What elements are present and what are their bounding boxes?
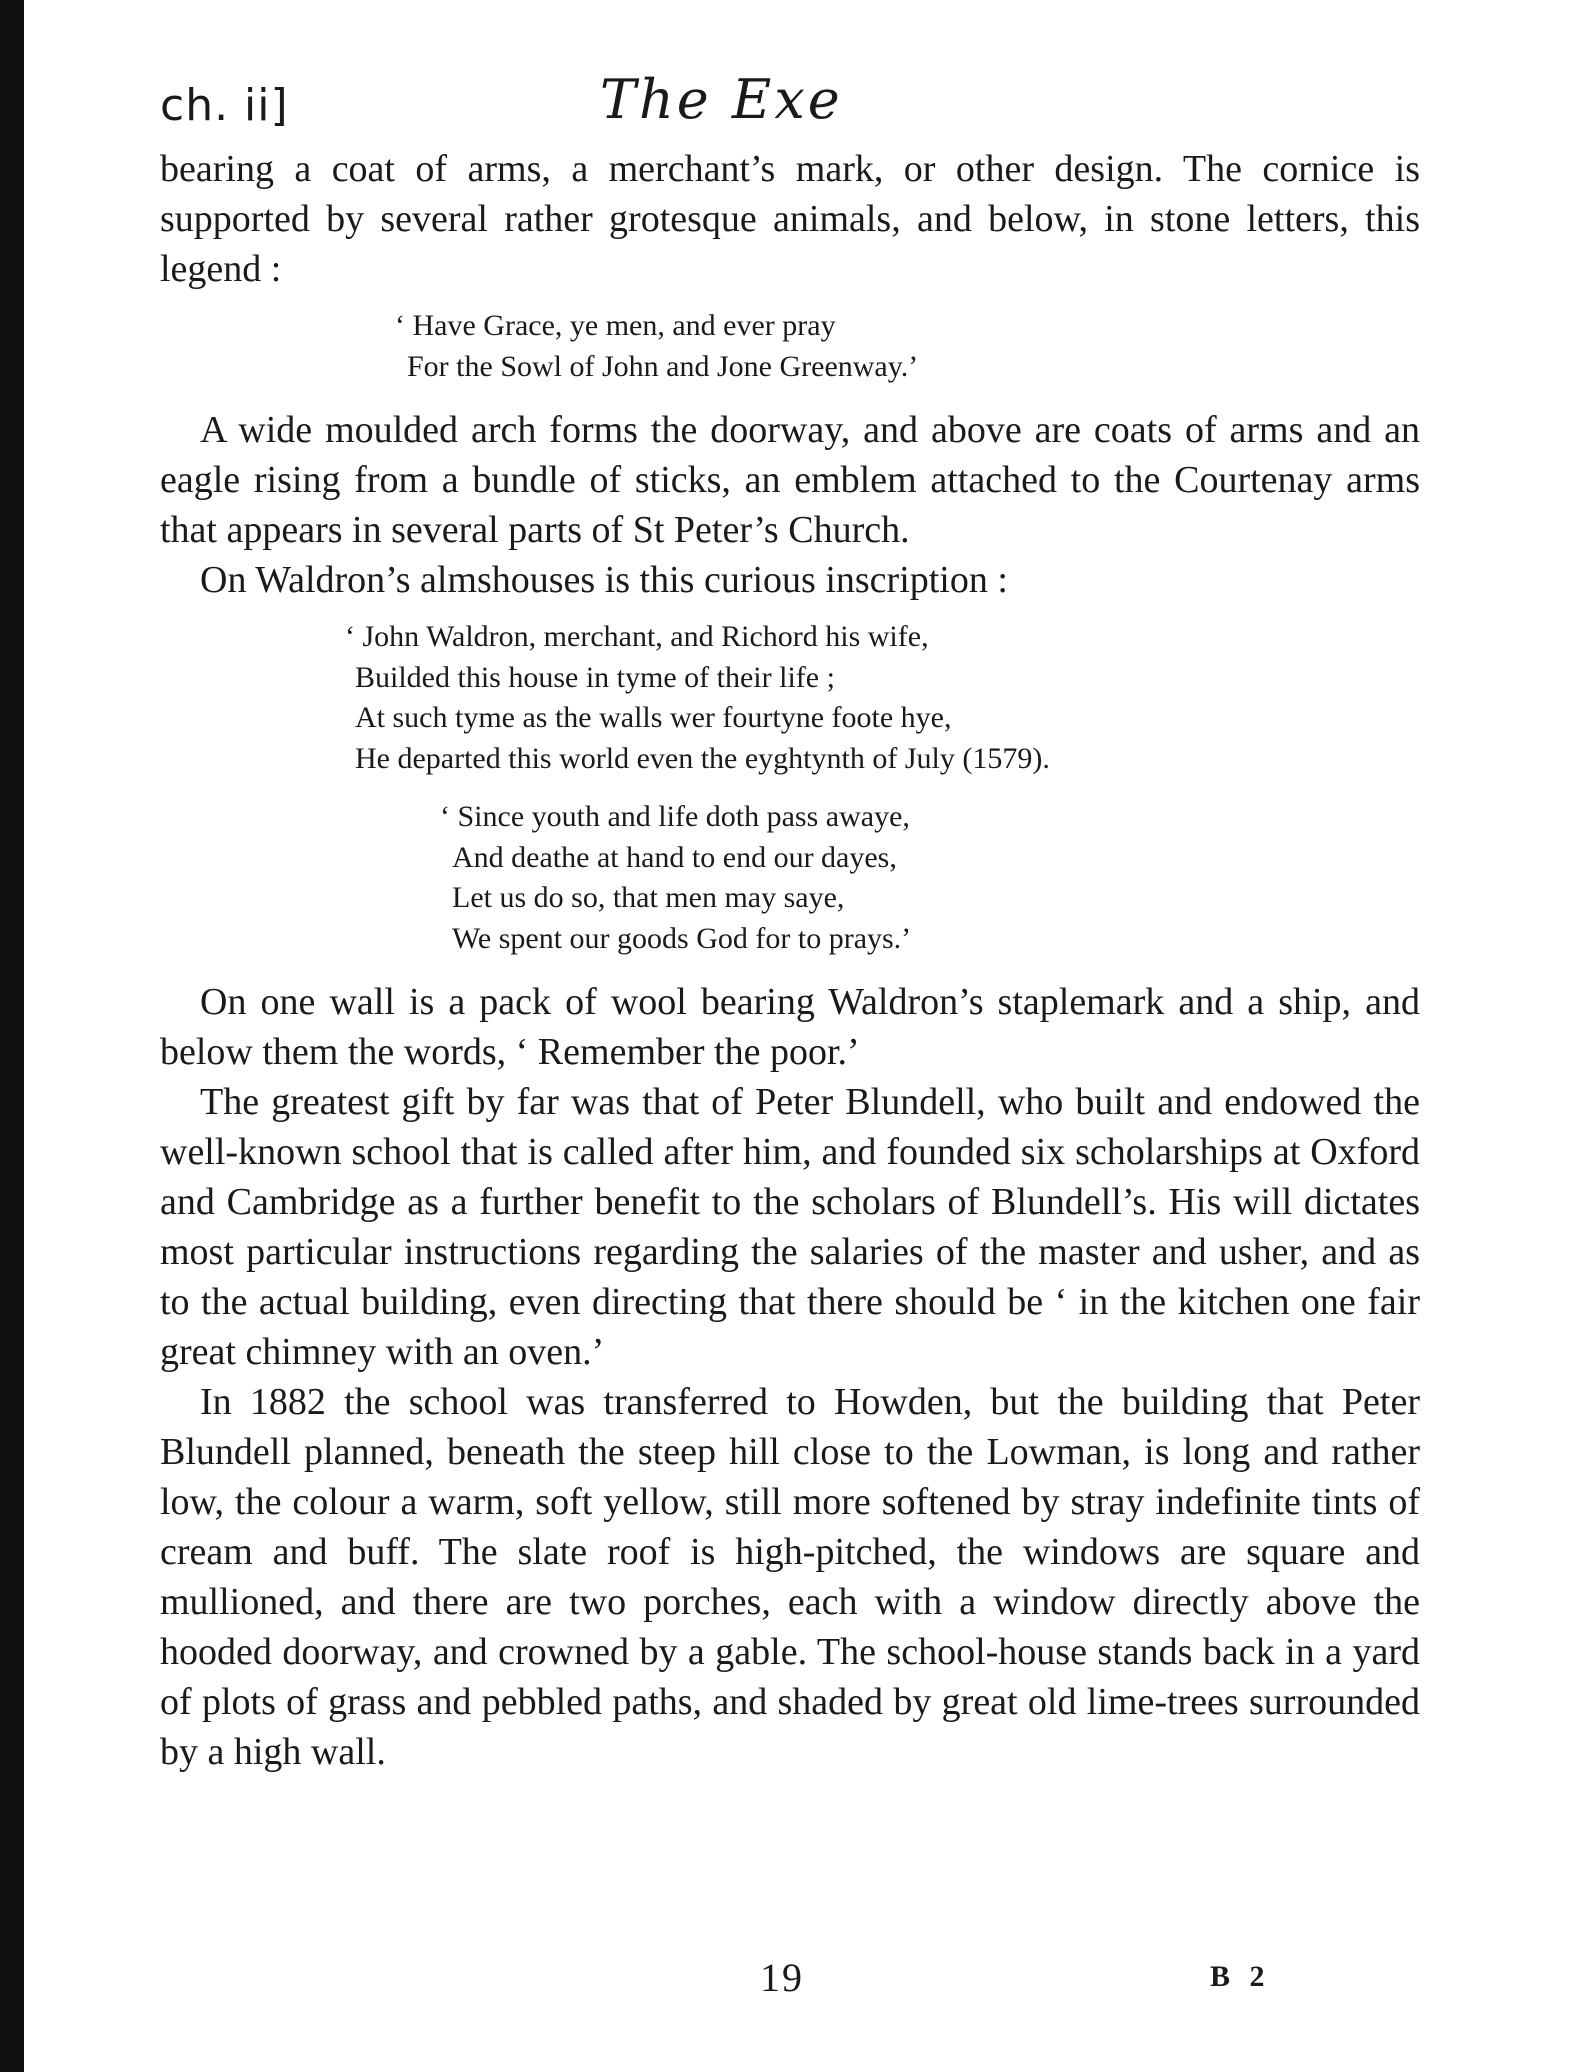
paragraph: The greatest gift by far was that of Peter Blundell, who built and endowed the well-known school that is called after him, and founded six scholarships at Oxford and Cambridge as a further benefit to the scholars of Blundell’s. His will dictates most particular instructions regarding the salaries of the master and usher, and as to the actual building, even directing that there should be ‘ in the kitchen one fair great chimney with an oven.’ bbox=[160, 1081, 1420, 1373]
verse-legend bbox=[395, 306, 1420, 387]
paragraph: In 1882 the school was transferred to Howden, but the building that Peter Blundell planned, beneath the steep hill close to the Lowman, is long and rather low, the colour a warm, soft yellow, still more softened by stray indefinite tints of cream and buff. The slate roof is high-pitched, the windows are square and mullioned, and there are two porches, each with a window directly above the hooded doorway, and crowned by a gable. The school-house stands back in a yard of plots of grass and pebbled paths, and shaded by great old lime-trees surrounded by a high wall. bbox=[160, 1381, 1420, 1773]
signature-mark: B 2 bbox=[1210, 1960, 1271, 1993]
page-header bbox=[160, 68, 1420, 138]
running-title: The Exe bbox=[600, 68, 843, 131]
verse-inscription bbox=[345, 617, 1420, 779]
paragraph: On one wall is a pack of wool bearing Waldron’s staplemark and a ship, and below them the words, ‘ Remember the poor.’ bbox=[160, 981, 1420, 1073]
book-page bbox=[160, 0, 1420, 2072]
verse-line: ‘ Have Grace, ye men, and ever pray bbox=[395, 309, 836, 342]
page-body bbox=[160, 144, 1420, 1777]
page-spine-edge bbox=[0, 0, 24, 2072]
page-number: 19 bbox=[760, 1955, 804, 2000]
chapter-marker: ch. ii] bbox=[160, 80, 289, 131]
verse-line: Let us do so, that men may saye, bbox=[452, 881, 845, 914]
verse-line: Builded this house in tyme of their life ; bbox=[355, 660, 835, 694]
verse-line: And deathe at hand to end our dayes, bbox=[452, 840, 897, 874]
paragraph: bearing a coat of arms, a merchant’s mark, or other design. The cornice is supported by several rather grotesque animals, and below, in stone letters, this legend : bbox=[160, 148, 1420, 290]
verse-rhyme bbox=[440, 797, 1420, 959]
verse-line: ‘ Since youth and life doth pass awaye, bbox=[440, 800, 910, 833]
verse-line: We spent our goods God for to prays.’ bbox=[452, 921, 912, 955]
page-footer bbox=[160, 1954, 1420, 2014]
paragraph: On Waldron’s almshouses is this curious inscription : bbox=[200, 559, 1008, 601]
verse-line: ‘ John Waldron, merchant, and Richord his wife, bbox=[345, 620, 929, 653]
verse-line: For the Sowl of John and Jone Greenway.’ bbox=[407, 349, 919, 383]
verse-line: At such tyme as the walls wer fourtyne foote hye, bbox=[355, 701, 952, 734]
verse-line: He departed this world even the eyghtynth of July (1579). bbox=[355, 741, 1050, 775]
paragraph: A wide moulded arch forms the doorway, and above are coats of arms and an eagle rising from a bundle of sticks, an emblem attached to the Courtenay arms that appears in several parts of St Peter’s Church. bbox=[160, 409, 1420, 551]
